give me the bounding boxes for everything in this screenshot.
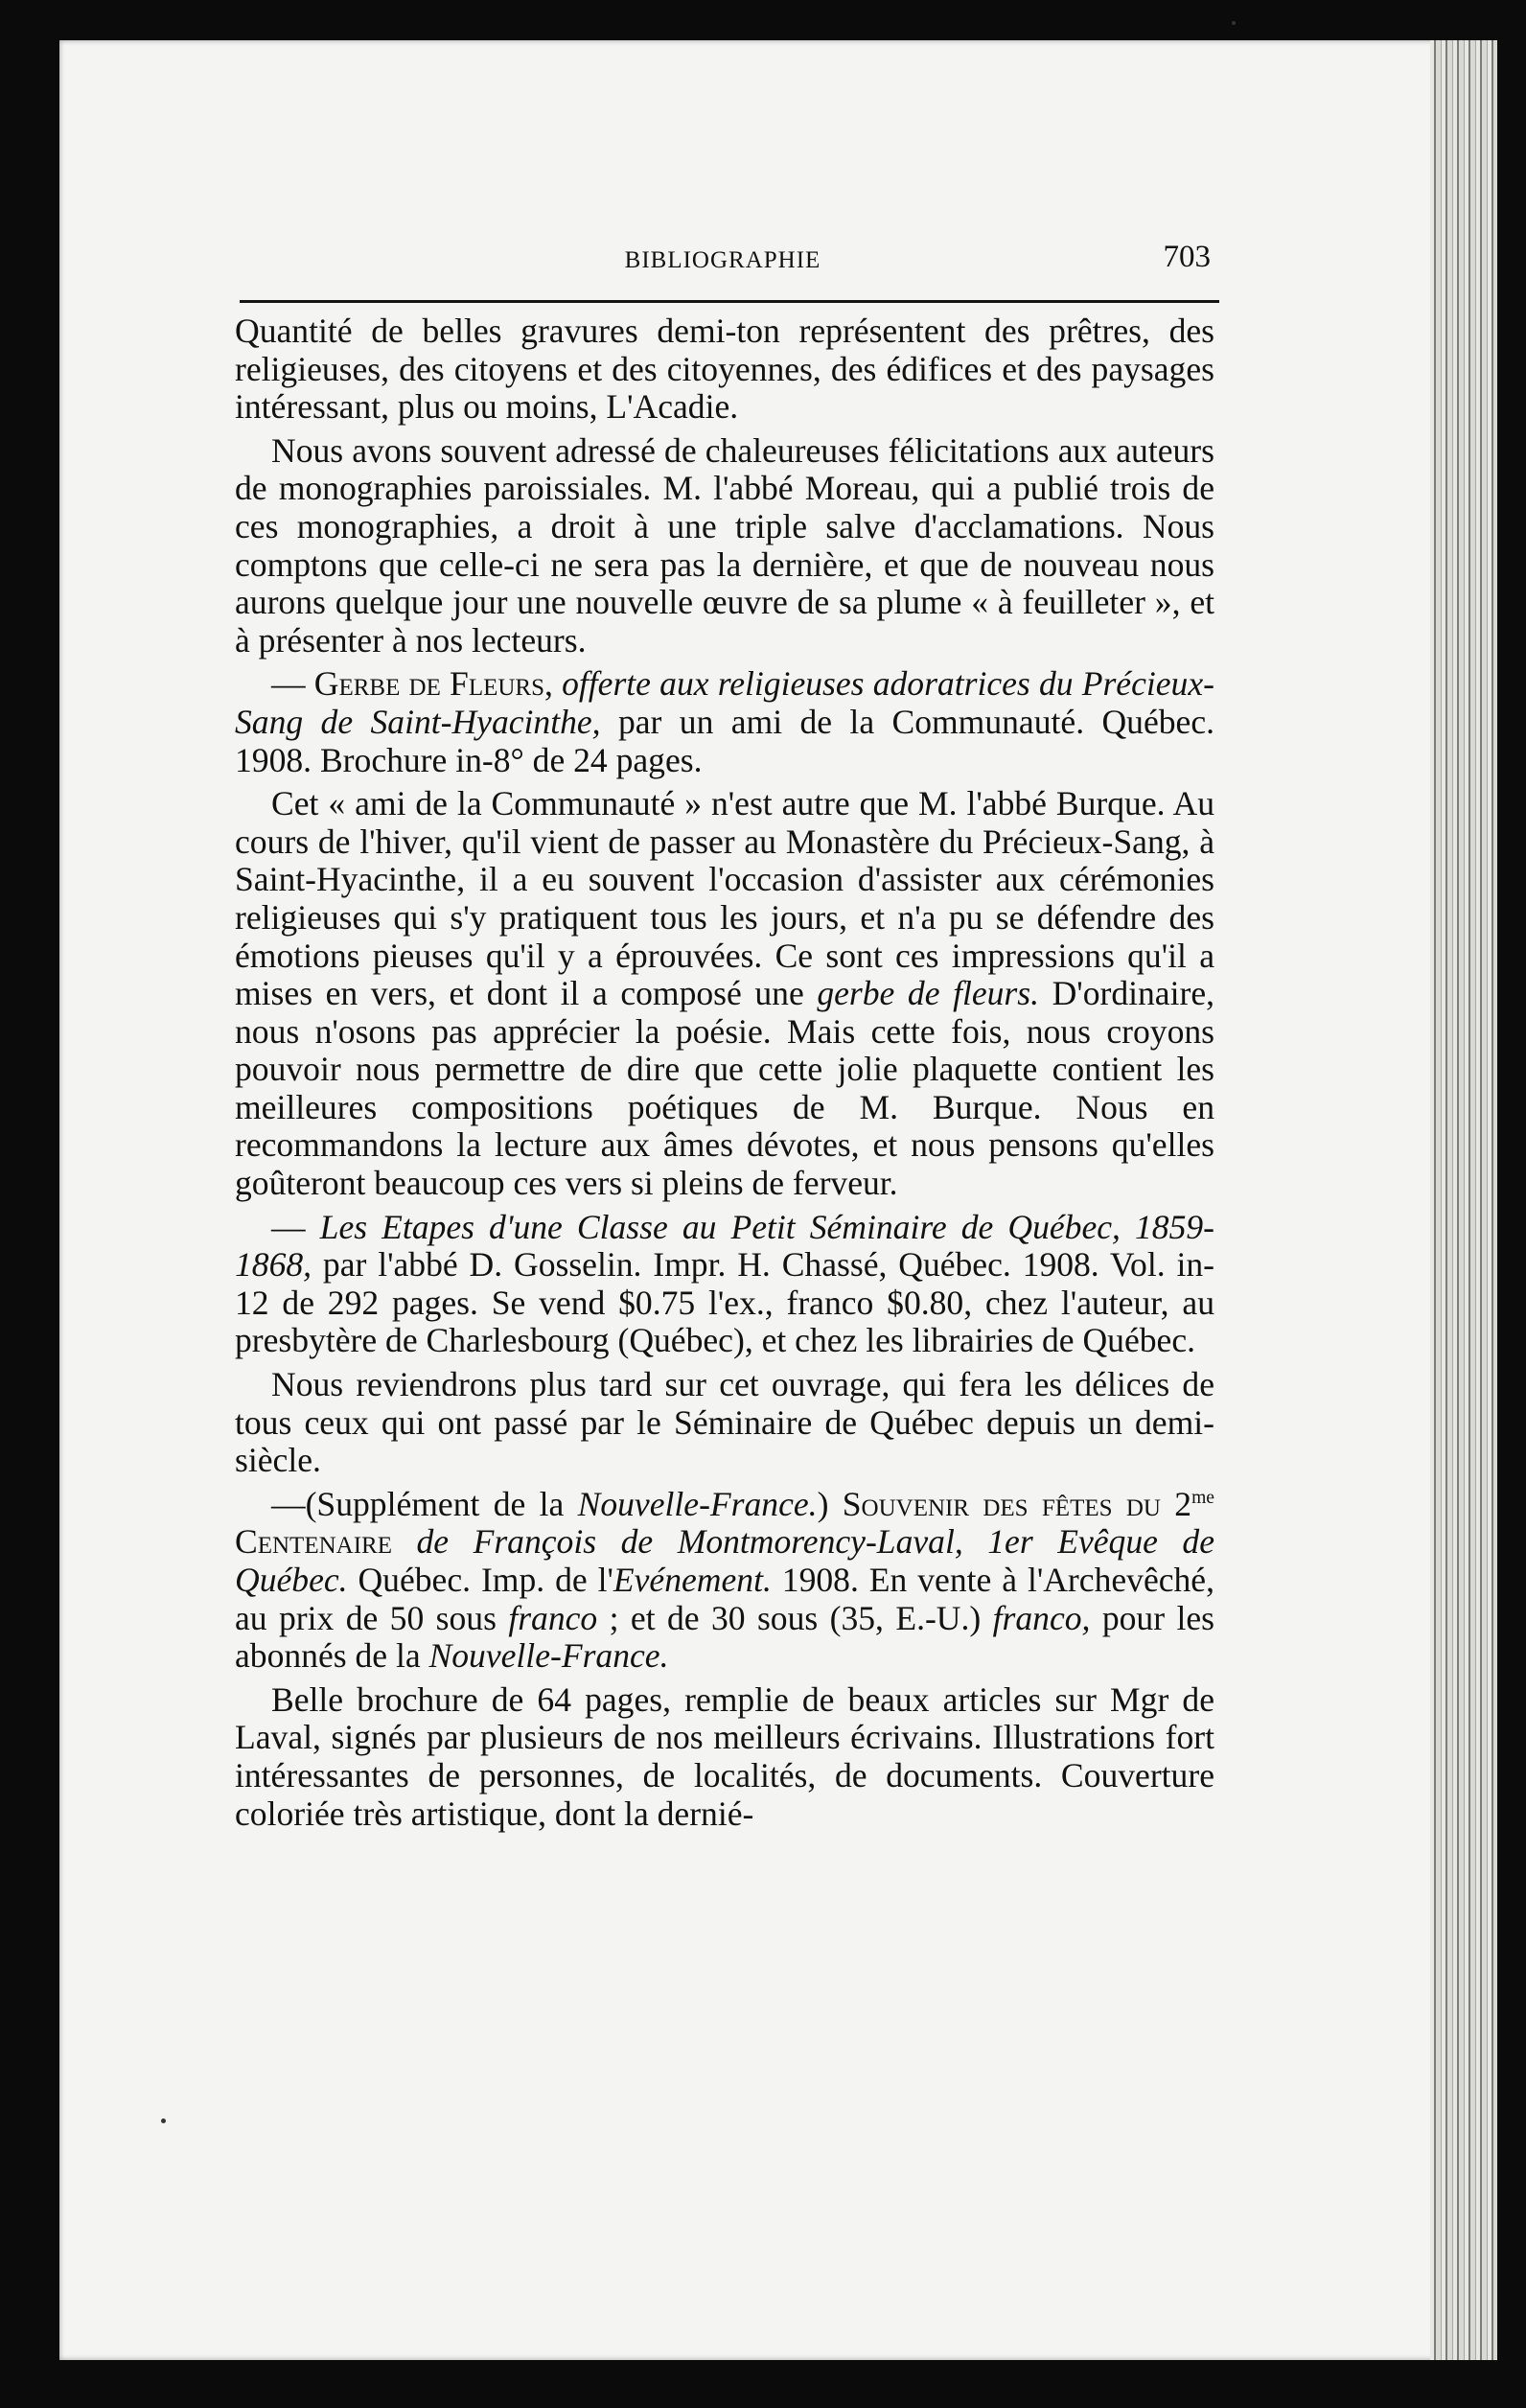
italic-title: Evénement. xyxy=(613,1561,772,1599)
italic-title: Nouvelle-France. xyxy=(428,1636,669,1676)
header-rule xyxy=(240,300,1219,303)
italic-word: franco, xyxy=(992,1598,1091,1637)
text-span: Québec. Imp. de l' xyxy=(347,1561,613,1599)
running-head: BIBLIOGRAPHIE xyxy=(624,247,821,273)
paragraph-3-gerbe-de-fleurs xyxy=(235,665,1214,779)
italic-phrase: gerbe de fleurs. xyxy=(817,974,1040,1013)
superscript: me xyxy=(1191,1487,1214,1508)
book-title-smallcaps: Gerbe de Fleurs, xyxy=(313,664,553,704)
paragraph-1: Quantité de belles gravures demi-ton représentent des prêtres, des religieuses, des citoyens et des citoyennes, des édifices et des paysages intéressant, plus ou moins, L'Acadie. xyxy=(235,312,1214,427)
text-span: ) xyxy=(817,1484,843,1523)
paragraph-8: Belle brochure de 64 pages, remplie de beaux articles sur Mgr de Laval, signés par plusieurs de nos meilleurs écrivains. Illustrations fort intéressantes de personnes, de localités, de documents. Couverture coloriée très artistique, dont la dernié- xyxy=(235,1679,1214,1833)
paragraph-4 xyxy=(235,785,1214,1203)
text-span: 1908. En vente à l'Archevêché, au prix de 50 sous xyxy=(235,1561,1214,1637)
dash: — xyxy=(271,1207,320,1246)
page-number: 703 xyxy=(1163,240,1211,274)
paragraph-7-souvenir xyxy=(235,1486,1214,1676)
text-span: ; et de 30 sous (35, E.-U.) xyxy=(597,1598,993,1637)
paragraph-5-les-etapes xyxy=(235,1209,1214,1360)
scan-speck xyxy=(1232,21,1236,25)
text-span: —(Supplément de la xyxy=(271,1484,578,1523)
italic-title: Nouvelle-France. xyxy=(577,1484,818,1523)
paragraph-2: Nous avons souvent adressé de chaleureuses félicitations aux auteurs de monographies paroissiales. M. l'abbé Moreau, qui a publié trois de ces monographies, a droit à une triple salve d'acclamations. Nous comptons que celle-ci ne sera pas la dernière, et que de nouveau nous aurons quelque jour une nouvelle œuvre de sa plume « à feuilleter », et à présenter à nos lecteurs. xyxy=(235,430,1214,660)
italic-title: de François de Montmorency-Laval, 1er Evêque de Québec. xyxy=(235,1522,1214,1599)
italic-word: franco xyxy=(508,1598,598,1637)
book-details: par un ami de la Communauté. Québec. 1908. Brochure in-8° de 24 pages. xyxy=(235,702,1215,779)
smallcaps-title: Souvenir des fêtes du 2 xyxy=(842,1484,1192,1523)
page-header xyxy=(235,240,1211,288)
text-span: pour les abonnés de la xyxy=(235,1598,1214,1676)
text-span: Cet « ami de la Communauté » n'est autre que M. l'abbé Burque. Au cours de l'hiver, qu'il vient de passer au Monastère du Précieux-Sang, à Saint-Hyacinthe, il a eu souvent l'occasion d'assister aux cérémonies religieuses qui s'y pratiquent tous les jours, et n'a pu se défendre des émotions pieuses qu'il y a éprouvées. Ce sont ces impressions qu'il a mises en vers, et dont il a composé une xyxy=(235,784,1214,1013)
book-title-italic: offerte aux religieuses adoratrices du Précieux-Sang de Saint-Hyacinthe, xyxy=(235,664,1214,741)
scan-speck xyxy=(161,2119,166,2123)
book-details: par l'abbé D. Gosselin. Impr. H. Chassé, Québec. 1908. Vol. in-12 de 292 pages. Se vend $0.75 l'ex., franco $0.80, chez l'auteur, au presbytère de Charlesbourg (Québec), et chez les librairies de Québec. xyxy=(235,1245,1214,1360)
body-text xyxy=(235,313,1214,1833)
text-span: D'ordinaire, nous n'osons pas apprécier la poésie. Mais cette fois, nous croyons pouvoir nous permettre de dire que cette jolie plaquette contient les meilleures compositions poétiques de M. Burque. Nous en recommandons la lecture aux âmes dévotes, et nous pensons qu'elles goûteront beaucoup ces vers si pleins de ferveur. xyxy=(235,974,1215,1203)
book-title-italic: Les Etapes d'une Classe au Petit Séminaire de Québec, 1859-1868, xyxy=(235,1207,1214,1285)
smallcaps-title: Centenaire xyxy=(235,1522,392,1562)
dash: — xyxy=(271,664,314,704)
page-edge-stack xyxy=(1430,40,1497,2360)
paragraph-6: Nous reviendrons plus tard sur cet ouvrage, qui fera les délices de tous ceux qui ont passé par le Séminaire de Québec depuis un demi-siècle. xyxy=(235,1365,1214,1480)
